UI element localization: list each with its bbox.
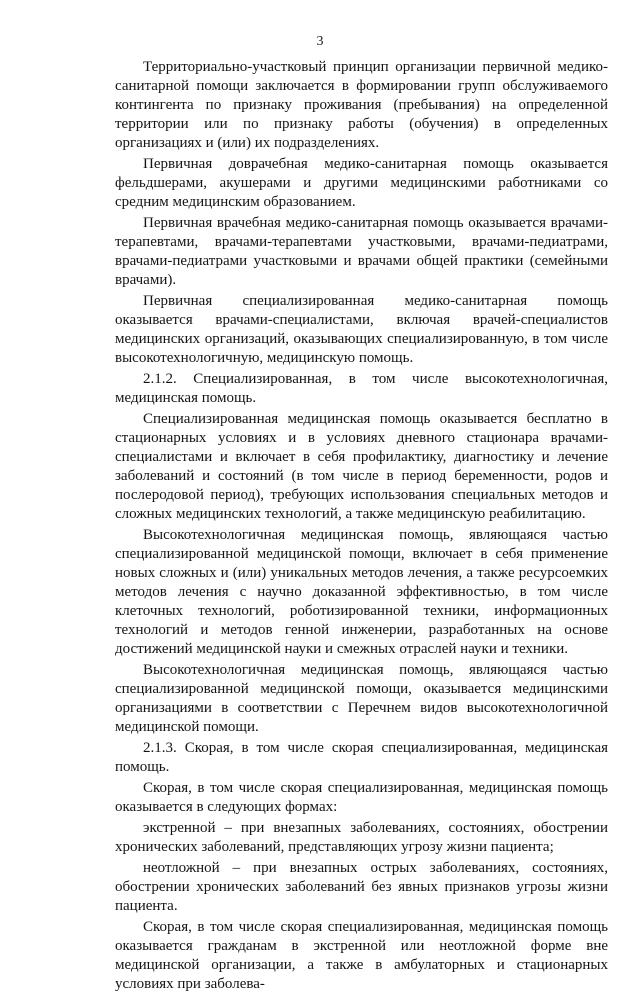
paragraph-high-tech-organizations: Высокотехнологичная медицинская помощь, являющаяся частью специализированной медицинской помощи, оказывается медицинскими организациями в соответствии с Перечнем видов высокотехнологичной медицинской помощи. (115, 662, 608, 735)
body-text (115, 58, 608, 994)
section-heading-2-1-3: 2.1.3. Скорая, в том числе скорая специализированная, медицинская помощь. (115, 740, 608, 775)
list-item-emergency: экстренной – при внезапных заболеваниях, состояниях, обострении хронических заболеваний, представляющих угрозу жизни пациента; (115, 820, 608, 855)
paragraph-vrach-help: Первичная врачебная медико-санитарная помощь оказывается врачами-терапевтами, врачами-терапевтами участковыми, врачами-педиатрами, врачами-педиатрами участковыми и врачами общей практики (семейными врачами). (115, 215, 608, 288)
paragraph-emergency-forms: Скорая, в том числе скорая специализированная, медицинская помощь оказывается в следующих формах: (115, 780, 608, 815)
section-heading-2-1-2: 2.1.2. Специализированная, в том числе высокотехнологичная, медицинская помощь. (115, 371, 608, 406)
paragraph-specialized-help: Специализированная медицинская помощь оказывается бесплатно в стационарных условиях и в условиях дневного стационара врачами-специалистами и включает в себя профилактику, диагностику и лечение заболеваний и состояний (в том числе в период беременности, родов и послеродовой период), требующих использования специальных методов и сложных медицинских технологий, а также медицинскую реабилитацию. (115, 411, 608, 522)
paragraph-territorial-principle: Территориально-участковый принцип организации первичной медико-санитарной помощи заключается в формировании групп обслуживаемого контингента по признаку проживания (пребывания) на определенной территории или по признаку работы (обучения) в определенных организациях и (или) их подразделениях. (115, 59, 608, 151)
paragraph-prevrach-help: Первичная доврачебная медико-санитарная помощь оказывается фельдшерами, акушерами и другими медицинскими работниками со средним медицинским образованием. (115, 156, 608, 210)
page-number: 3 (316, 34, 324, 49)
paragraph-emergency-provision: Скорая, в том числе скорая специализированная, медицинская помощь оказывается гражданам в экстренной или неотложной форме вне медицинской организации, а также в амбулаторных и стационарных условиях при заболева- (115, 919, 608, 992)
paragraph-high-tech-help: Высокотехнологичная медицинская помощь, являющаяся частью специализированной медицинской помощи, включает в себя применение новых сложных и (или) уникальных методов лечения, а также ресурсоемких методов лечения с научно доказанной эффективностью, в том числе клеточных технологий, роботизированной техники, информационных технологий и методов генной инженерии, разработанных на основе достижений медицинской науки и смежных отраслей науки и техники. (115, 527, 608, 657)
paragraph-specialized-primary-help: Первичная специализированная медико-санитарная помощь оказывается врачами-специалистами, включая врачей-специалистов медицинских организаций, оказывающих специализированную, в том числе высокотехнологичную, медицинскую помощь. (115, 293, 608, 366)
list-item-urgent: неотложной – при внезапных острых заболеваниях, состояниях, обострении хронических заболеваний без явных признаков угрозы жизни пациента. (115, 860, 608, 914)
